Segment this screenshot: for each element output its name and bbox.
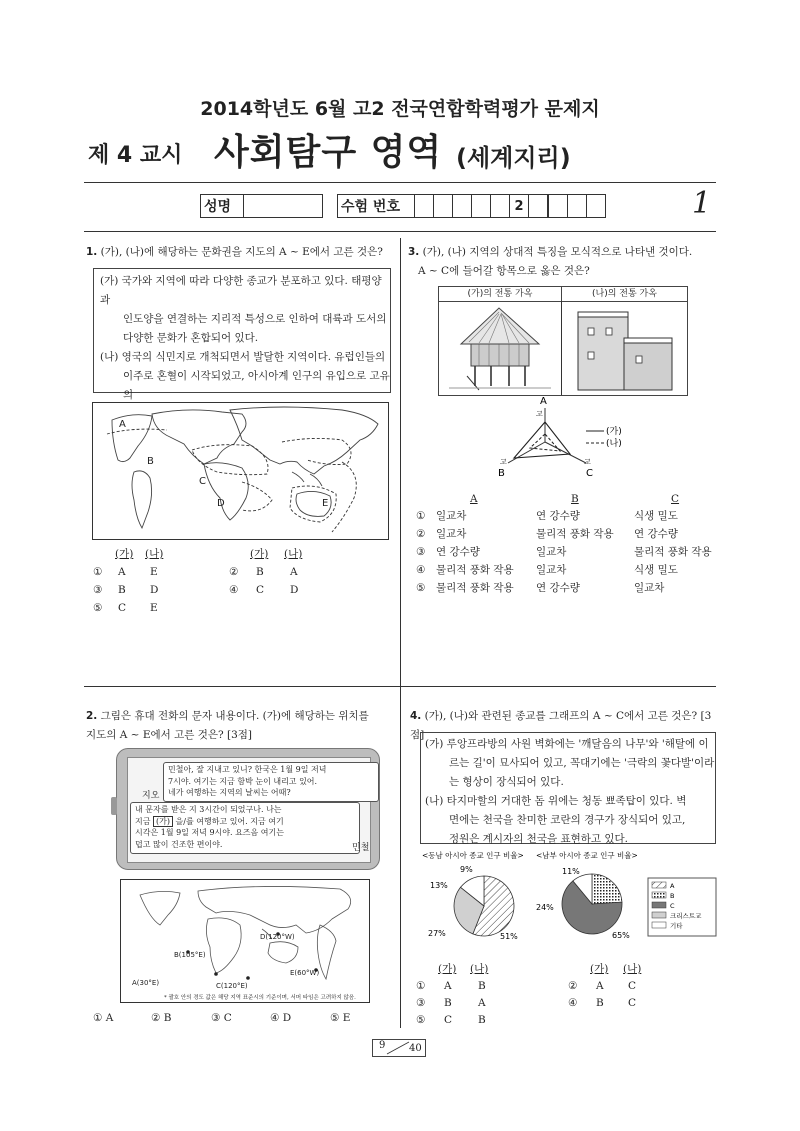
pie2 <box>562 874 622 934</box>
q4-pie-charts <box>420 848 720 948</box>
pie-slice-B <box>592 874 622 904</box>
blank-box-ga: (가) <box>153 816 173 827</box>
q3-choice-5-b: 연 강수량 <box>536 582 580 594</box>
q3-stem <box>408 243 720 281</box>
legend-b: B <box>670 892 675 900</box>
q4-choice-5[interactable]: ⑤ <box>416 1014 426 1026</box>
id-row <box>200 194 606 218</box>
msg1-line: 민철아, 잘 지내고 있니? 한국은 1월 9일 저녁 <box>168 765 327 774</box>
q2-stem-line: 지도의 A ~ E에서 고른 것은? [3점] <box>86 729 253 741</box>
q1-choice-2-a: B <box>256 566 264 578</box>
exam-no-digit[interactable] <box>472 195 491 218</box>
pie2-label: 11% <box>562 867 580 876</box>
legend-na: (나) <box>606 439 622 449</box>
q3-stem-line: (가), (나) 지역의 상대적 특징을 모식적으로 나타낸 것이다. <box>422 246 693 258</box>
q4-choice-2[interactable]: ② <box>568 980 578 992</box>
q4-col-ga: (가) <box>590 963 609 975</box>
exam-no-digit[interactable] <box>453 195 472 218</box>
q4-choice-4-b: C <box>628 997 637 1009</box>
q3-choice-5-a: 물리적 풍화 작용 <box>436 582 514 594</box>
q1-box-line: 이주로 혼혈이 시작되었고, 아시아계 인구의 유입으로 고유의 <box>123 370 390 401</box>
adobe-house-image <box>562 302 687 394</box>
q1-col-ga: (가) <box>115 548 134 560</box>
q3-choice-5-c: 일교차 <box>634 582 665 594</box>
q1-choice-3[interactable]: ③ <box>93 584 103 596</box>
name-field[interactable] <box>244 195 323 218</box>
message-from-jio <box>163 762 379 802</box>
q1-choice-5-b: E <box>150 602 158 614</box>
q2-choice-4[interactable]: ④ D <box>270 1012 292 1024</box>
q3-choice-1-a: 일교차 <box>436 510 467 522</box>
q2-map-label-c: C(120°E) <box>216 982 248 990</box>
q4-box-line: 는 형상이 장식되어 있다. <box>449 776 564 788</box>
msg2-line: 덥고 많이 건조한 편이야. <box>135 839 223 849</box>
legend-other: 기타 <box>670 922 683 930</box>
pie1-label: 27% <box>428 929 446 938</box>
q4-col-ga: (가) <box>438 963 457 975</box>
pie1-label: 13% <box>430 881 448 890</box>
legend-ga: (가) <box>606 427 622 437</box>
q1-map-label-a: A <box>119 419 126 430</box>
legend-christian: 크리스트교 <box>670 912 702 920</box>
q4-box-line: 면에는 천국을 찬미한 코란의 경구가 장식되어 있고, <box>449 814 686 826</box>
q4-choice-5-b: B <box>478 1014 486 1026</box>
q3-choice-4-b: 일교차 <box>536 564 567 576</box>
q1-choice-row <box>93 563 393 581</box>
q3-choice-1-c: 식생 밀도 <box>634 510 678 522</box>
stilt-house-image <box>439 302 561 394</box>
subject-subtitle: (세계지리) <box>456 144 571 172</box>
q1-world-map <box>92 402 389 540</box>
pie2-label: 24% <box>536 903 554 912</box>
subject-title: 사회탐구 영역 <box>214 132 443 173</box>
axis-a-label: A <box>540 396 547 407</box>
q3-choice-3-b: 일교차 <box>536 546 567 558</box>
q3-choice-3-c: 물리적 풍화 작용 <box>634 546 712 558</box>
q3-choice-row[interactable] <box>416 561 716 579</box>
q1-choice-2[interactable]: ② <box>229 566 239 578</box>
q3-choice-4-a: 물리적 풍화 작용 <box>436 564 514 576</box>
exam-no-digit-filled: 2 <box>510 195 529 218</box>
q1-choice-row <box>93 599 393 617</box>
q2-stem <box>86 707 396 745</box>
q1-choice-3-b: D <box>150 584 159 596</box>
header-rule <box>84 182 716 183</box>
pie2-label: 65% <box>612 931 630 940</box>
q1-choice-1-b: E <box>150 566 158 578</box>
row-divider <box>84 686 716 687</box>
axis-c-label: C <box>586 468 593 479</box>
msg1-line: 네가 여행하는 지역의 날씨는 어때? <box>168 788 291 797</box>
column-divider <box>400 238 401 1028</box>
q4-box-line: 르는 길'이 묘사되어 있고, 꼭대기에는 '극락의 꽃다발'이라 <box>449 757 715 769</box>
q3-choice-4-c: 식생 밀도 <box>634 564 678 576</box>
q3-choices <box>416 490 716 597</box>
msg2-text: 을/를 여행하고 있어. 지금 여기 <box>175 816 284 826</box>
q3-choice-5[interactable]: ⑤ <box>416 582 426 594</box>
q3-choice-1-b: 연 강수량 <box>536 510 580 522</box>
q1-map-label-b: B <box>147 456 154 467</box>
q1-choice-2-b: A <box>290 566 298 578</box>
q3-choice-1[interactable]: ① <box>416 510 426 522</box>
pie1 <box>454 876 514 936</box>
q3-choice-2[interactable]: ② <box>416 528 426 540</box>
q2-choice-3[interactable]: ③ C <box>211 1012 232 1024</box>
q1-choice-row <box>93 581 393 599</box>
q2-choice-1[interactable]: ① A <box>93 1012 114 1024</box>
q4-info-box <box>420 732 716 844</box>
msg2-text: 지금 <box>135 816 151 826</box>
q2-choice-2[interactable]: ② B <box>151 1012 172 1024</box>
q4-choice-3-b: A <box>478 997 486 1009</box>
pie1-label: 51% <box>500 932 518 941</box>
q3-choice-2-a: 일교차 <box>436 528 467 540</box>
q3-house-images <box>438 286 688 396</box>
name-label: 성명 <box>201 195 244 218</box>
exam-no-digit[interactable] <box>568 195 587 218</box>
q4-box-line: (가) 루앙프라방의 사원 벽화에는 '깨달음의 나무'와 '해탈에 이 <box>425 738 709 750</box>
q4-choice-2-b: C <box>628 980 637 992</box>
axis-b-high: 고 <box>500 458 507 466</box>
q4-choice-2-a: A <box>596 980 604 992</box>
q3-choice-3[interactable]: ③ <box>416 546 426 558</box>
q2-map-note: * 괄호 안의 경도 값은 해당 지역 표준시의 기준이며, 서머 타임은 고려하지 않음. <box>164 995 356 1001</box>
q1-choice-3-a: B <box>118 584 126 596</box>
page-total: 40 <box>409 1043 422 1054</box>
q2-map-label-e: E(60°W) <box>290 969 320 977</box>
q4-choice-5-a: C <box>444 1014 453 1026</box>
q1-map-label-e: E <box>322 498 329 509</box>
exam-title: 2014학년도 6월 고2 전국연합학력평가 문제지 <box>200 98 600 120</box>
q1-choice-1-a: A <box>118 566 126 578</box>
q1-choice-4[interactable]: ④ <box>229 584 239 596</box>
sender-jio: 지오 <box>142 791 160 801</box>
q1-box-line: (가) 국가와 지역에 따라 다양한 종교가 분포하고 있다. 태평양과 <box>100 275 382 306</box>
q1-stem <box>86 243 396 262</box>
q3-choice-2-b: 물리적 풍화 작용 <box>536 528 614 540</box>
exam-no-digit[interactable] <box>529 195 549 218</box>
q2-world-map <box>120 879 370 1003</box>
pie1-title: <동남 아시아 종교 인구 비율> <box>422 851 524 860</box>
q4-choice-3-a: B <box>444 997 452 1009</box>
pie1-label: 9% <box>460 865 473 874</box>
q1-map-label-d: D <box>217 498 225 509</box>
q2-map-label-d: D(120°W) <box>260 933 295 941</box>
q3-col-a: A <box>470 493 478 505</box>
q4-box-line: (나) 타지마할의 거대한 돔 위에는 청동 뾰족탑이 있다. 벽 <box>425 795 687 807</box>
q1-choice-5[interactable]: ⑤ <box>93 602 103 614</box>
q1-choice-5-a: C <box>118 602 127 614</box>
q4-box-line: 정원은 계시자의 천국을 표현하고 있다. <box>449 833 628 845</box>
page-number: 1 <box>692 186 712 221</box>
msg2-line: 내 문자를 받은 지 3시간이 되었구나. 나는 <box>135 805 282 814</box>
q4-choice-3[interactable]: ③ <box>416 997 426 1009</box>
q3-choice-4[interactable]: ④ <box>416 564 426 576</box>
q1-col-ga: (가) <box>250 548 269 560</box>
q1-col-na: (나) <box>284 548 303 560</box>
pie2-title: <남부 아시아 종교 인구 비율> <box>536 851 638 860</box>
axis-a-high: 고 <box>536 410 543 418</box>
q4-choice-4-a: B <box>596 997 604 1009</box>
q1-number: 1. <box>86 246 98 258</box>
message-from-mincheol <box>130 802 360 854</box>
q4-choice-1-b: B <box>478 980 486 992</box>
q2-map-label-a: A(30°E) <box>132 979 160 987</box>
q2-choice-5[interactable]: ⑤ E <box>330 1012 351 1024</box>
sender-mincheol: 민철 <box>352 843 370 853</box>
q2-map-label-b: B(105°E) <box>174 951 206 959</box>
msg1-line: 7시야. 여기는 지금 함박 눈이 내리고 있어. <box>168 776 318 786</box>
header-rule-2 <box>84 231 716 232</box>
q4-choices <box>416 960 716 1028</box>
q4-number: 4. <box>410 710 422 722</box>
period-label: 제 4 교시 <box>88 143 183 168</box>
q4-col-na: (나) <box>623 963 642 975</box>
q3-triangle-diagram <box>490 396 660 484</box>
q3-choice-2-c: 연 강수량 <box>634 528 678 540</box>
q3-choice-3-a: 연 강수량 <box>436 546 480 558</box>
q2-number: 2. <box>86 710 98 722</box>
q1-box-line: 다양한 문화가 혼합되어 있다. <box>123 332 259 344</box>
q1-stem-text: (가), (나)에 해당하는 문화권을 지도의 A ~ E에서 고른 것은? <box>100 246 383 258</box>
q1-box-line: (나) 영국의 식민지로 개척되면서 발달한 지역이다. 유럽인들의 <box>100 351 386 363</box>
q3-choice-row[interactable] <box>416 579 716 597</box>
msg2-line: 시각은 1월 9일 저녁 9시야. 요즈음 여기는 <box>135 828 284 837</box>
q3-stem-line: A ~ C에 들어갈 항목으로 옳은 것은? <box>418 265 590 277</box>
page-current: 9 <box>379 1040 386 1051</box>
q3-label-ga: (가)의 전통 가옥 <box>439 287 562 302</box>
exam-no-digit[interactable] <box>415 195 434 218</box>
axis-c-high: 고 <box>584 458 591 466</box>
q1-choice-4-b: D <box>290 584 299 596</box>
exam-no-label: 수험 번호 <box>338 195 415 218</box>
q1-info-box <box>93 268 391 401</box>
q3-number: 3. <box>408 246 420 258</box>
q3-col-c: C <box>671 493 680 505</box>
q3-label-na: (나)의 전통 가옥 <box>562 287 687 302</box>
legend-c: C <box>670 902 675 910</box>
exam-no-digit[interactable] <box>434 195 453 218</box>
exam-no-digit[interactable] <box>587 195 606 218</box>
q2-stem-line: 그림은 휴대 전화의 문자 내용이다. (가)에 해당하는 위치를 <box>100 710 369 722</box>
q1-choices <box>93 545 393 617</box>
q4-choice-1-a: A <box>444 980 452 992</box>
exam-no-digit[interactable] <box>491 195 510 218</box>
q4-stem-text: (가), (나)와 관련된 종교를 그래프의 A ~ C에서 고른 것은? [3점] <box>410 710 712 741</box>
legend-a: A <box>670 882 675 890</box>
q1-map-label-c: C <box>199 476 206 487</box>
q1-choice-4-a: C <box>256 584 265 596</box>
q4-choice-4[interactable]: ④ <box>568 997 578 1009</box>
q3-choice-row[interactable] <box>416 525 716 543</box>
q1-box-line: 인도양을 연결하는 지리적 특성으로 인하여 대륙과 도서의 <box>123 313 387 325</box>
q4-choice-1[interactable]: ① <box>416 980 426 992</box>
page-counter <box>372 1039 426 1057</box>
exam-no-digit[interactable] <box>548 195 568 218</box>
q4-col-na: (나) <box>470 963 489 975</box>
q1-col-na: (나) <box>145 548 164 560</box>
q3-choice-row[interactable] <box>416 507 716 525</box>
q1-choice-1[interactable]: ① <box>93 566 103 578</box>
q3-col-b: B <box>571 493 579 505</box>
axis-b-label: B <box>498 468 505 479</box>
q3-choice-row[interactable] <box>416 543 716 561</box>
